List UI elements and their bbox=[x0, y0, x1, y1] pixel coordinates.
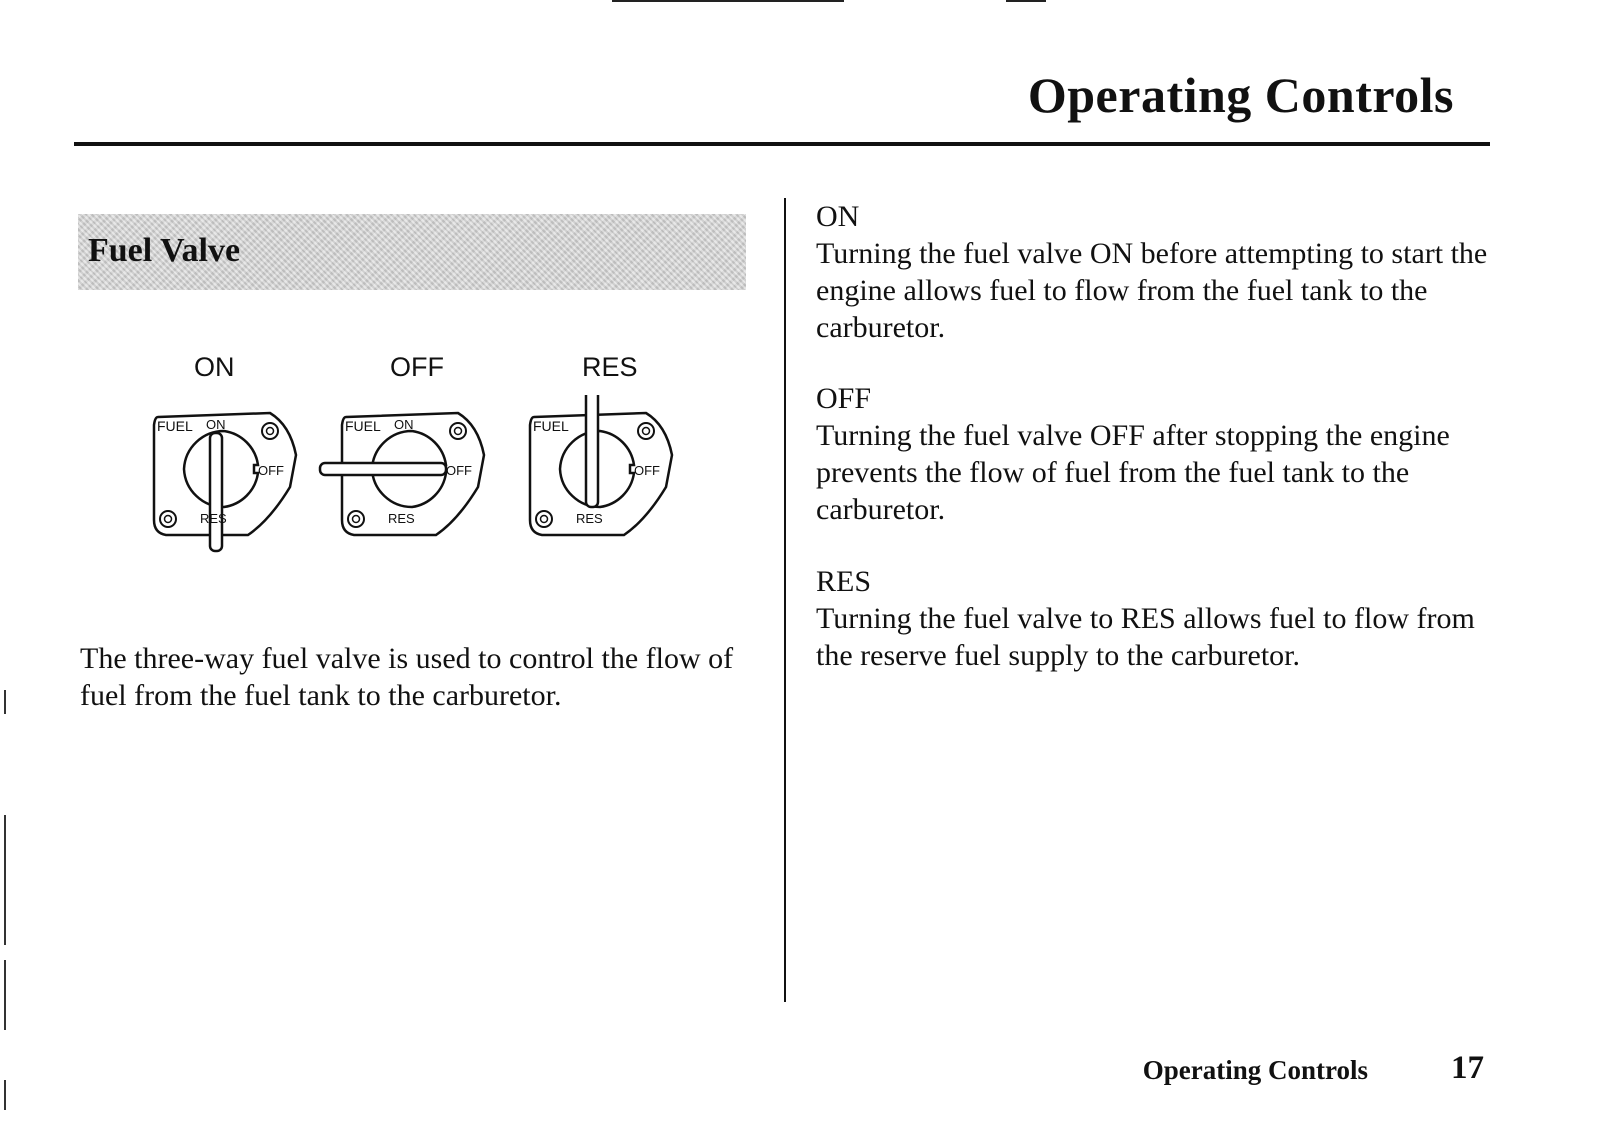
setting-term: ON bbox=[816, 200, 860, 233]
plate-label-on: ON bbox=[206, 417, 226, 432]
svg-text:OFF: OFF bbox=[446, 463, 472, 478]
header-rule bbox=[74, 142, 1490, 146]
setting-on bbox=[816, 198, 1496, 346]
page-title: Operating Controls bbox=[1027, 67, 1454, 123]
plate-label-res: RES bbox=[200, 511, 227, 526]
setting-description: Turning the fuel valve OFF after stopping the engine prevents the flow of fuel from the fuel tank to the carburetor. bbox=[816, 419, 1450, 526]
svg-text:ON: ON bbox=[394, 417, 414, 432]
top-crop-mark bbox=[612, 0, 844, 2]
fuel-valve-diagram bbox=[150, 395, 710, 575]
edge-mark bbox=[4, 690, 6, 714]
valve-position-label-res: RES bbox=[582, 352, 638, 382]
column-divider bbox=[784, 198, 786, 1002]
valve-res-illustration bbox=[530, 395, 672, 535]
edge-mark bbox=[4, 960, 6, 1030]
setting-res bbox=[816, 563, 1496, 674]
edge-mark bbox=[4, 815, 6, 945]
svg-text:RES: RES bbox=[388, 511, 415, 526]
svg-text:FUEL: FUEL bbox=[533, 418, 569, 434]
valve-position-label-off: OFF bbox=[390, 352, 444, 382]
svg-text:FUEL: FUEL bbox=[345, 418, 381, 434]
setting-off bbox=[816, 380, 1496, 528]
intro-paragraph: The three-way fuel valve is used to control the flow of fuel from the fuel tank to the carburetor. bbox=[80, 642, 734, 712]
footer-section-title: Operating Controls bbox=[1142, 1055, 1368, 1085]
section-banner bbox=[78, 214, 746, 290]
section-title: Fuel Valve bbox=[88, 232, 241, 269]
svg-text:OFF: OFF bbox=[634, 463, 660, 478]
page-number: 17 bbox=[1451, 1050, 1484, 1086]
valve-on-illustration bbox=[154, 413, 296, 551]
plate-label-fuel: FUEL bbox=[157, 418, 193, 434]
setting-description: Turning the fuel valve ON before attempting to start the engine allows fuel to flow from the fuel tank to the carburetor. bbox=[816, 237, 1488, 344]
setting-term: RES bbox=[816, 565, 872, 598]
valve-position-label-on: ON bbox=[194, 352, 235, 382]
setting-term: OFF bbox=[816, 382, 872, 415]
svg-text:RES: RES bbox=[576, 511, 603, 526]
edge-mark bbox=[4, 1080, 6, 1110]
valve-off-illustration bbox=[320, 413, 484, 535]
top-crop-mark bbox=[1006, 0, 1046, 2]
setting-description: Turning the fuel valve to RES allows fuel to flow from the reserve fuel supply to the carburetor. bbox=[816, 602, 1475, 672]
plate-label-off: OFF bbox=[258, 463, 284, 478]
